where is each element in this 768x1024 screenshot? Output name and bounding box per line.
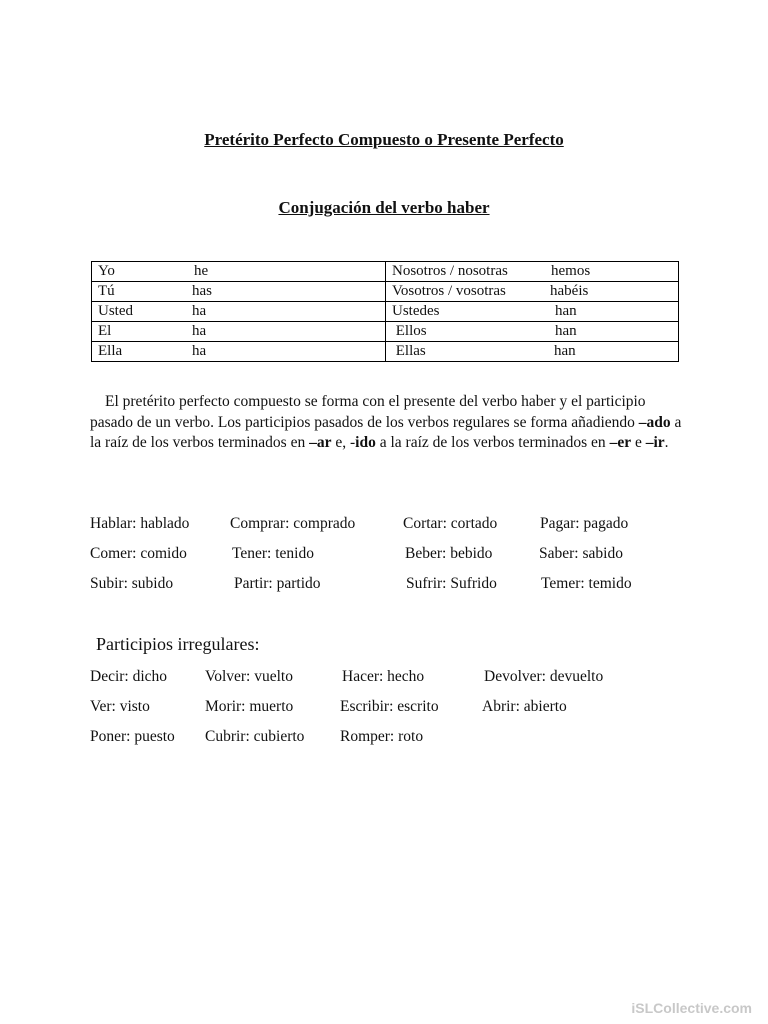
- table-cell: [92, 262, 386, 282]
- pronoun: Nosotros / nosotras: [392, 263, 508, 279]
- regular-row: [0, 515, 768, 535]
- table-cell: [386, 322, 679, 342]
- verb-form: habéis: [550, 283, 589, 299]
- participle-item: Partir: partido: [234, 575, 321, 592]
- para-bold: –ar: [309, 434, 332, 451]
- participle-item: Cortar: cortado: [403, 515, 498, 532]
- para-bold: –ir: [645, 434, 665, 451]
- participle-item: Abrir: abierto: [482, 698, 567, 715]
- para-text: e: [631, 434, 646, 451]
- table-row: [92, 342, 679, 362]
- verb-form: he: [194, 263, 209, 279]
- pronoun: Ustedes: [392, 303, 440, 319]
- participle-item: Sufrir: Sufrido: [406, 575, 497, 592]
- table-row: [92, 282, 679, 302]
- conjugation-table: [91, 261, 679, 362]
- pronoun: El: [98, 323, 112, 339]
- irregular-row: [0, 728, 768, 748]
- page-title: Pretérito Perfecto Compuesto o Presente Perfecto: [204, 130, 564, 149]
- verb-form: has: [192, 283, 212, 299]
- section-title-haber: Conjugación del verbo haber: [278, 198, 490, 217]
- para-bold: ido: [355, 434, 376, 451]
- irregular-row: [0, 668, 768, 688]
- participle-item: Hacer: hecho: [342, 668, 425, 685]
- pronoun: Ella: [98, 343, 123, 359]
- pronoun: Ellos: [392, 323, 427, 339]
- table-cell: [92, 282, 386, 302]
- table-cell: [386, 262, 679, 282]
- para-text: .: [664, 434, 669, 451]
- participle-item: Poner: puesto: [90, 728, 175, 745]
- verb-form: ha: [192, 303, 207, 319]
- para-text: El pretérito perfecto compuesto se forma con el presente del verbo haber y el participio pasado de un verbo. Los participios pasados de los verbos regulares se forma añadiendo: [90, 393, 646, 431]
- table-row: [92, 322, 679, 342]
- table-row: [92, 262, 679, 282]
- regular-row: [0, 575, 768, 595]
- watermark: iSLCollective.com: [631, 1000, 752, 1016]
- participle-item: Comprar: comprado: [230, 515, 356, 532]
- verb-form: han: [555, 323, 577, 339]
- para-bold: –ado: [638, 413, 671, 431]
- para-text: a la raíz de los verbos terminados en: [375, 434, 610, 451]
- table-cell: [92, 302, 386, 322]
- para-text: a la raíz de los verbos terminados en: [90, 413, 682, 451]
- participle-item: Pagar: pagado: [540, 515, 629, 532]
- irregular-heading: Participios irregulares:: [96, 634, 260, 654]
- participle-item: Romper: roto: [340, 728, 424, 745]
- participle-item: Beber: bebido: [405, 545, 493, 562]
- table-cell: [92, 342, 386, 362]
- participle-item: Tener: tenido: [232, 545, 314, 562]
- table-cell: [386, 342, 679, 362]
- pronoun: Yo: [98, 263, 115, 279]
- participle-item: Escribir: escrito: [340, 698, 439, 715]
- participle-item: Subir: subido: [90, 575, 174, 592]
- table-cell: [92, 322, 386, 342]
- table-row: [92, 302, 679, 322]
- participle-item: Decir: dicho: [90, 668, 168, 685]
- participle-item: Cubrir: cubierto: [205, 728, 305, 745]
- para-bold: –er: [609, 434, 632, 451]
- verb-form: ha: [192, 323, 207, 339]
- table-cell: [386, 302, 679, 322]
- pronoun: Tú: [98, 283, 115, 299]
- participle-item: Devolver: devuelto: [484, 668, 604, 685]
- verb-form: han: [554, 343, 576, 359]
- verb-form: ha: [192, 343, 207, 359]
- regular-row: [0, 545, 768, 565]
- pronoun: Vosotros / vosotras: [392, 283, 506, 299]
- participle-item: Temer: temido: [541, 575, 632, 592]
- participle-item: Morir: muerto: [205, 698, 294, 715]
- para-text: e, -: [331, 434, 356, 451]
- pronoun: Ellas: [392, 343, 426, 359]
- participle-item: Saber: sabido: [539, 545, 623, 562]
- explanation-paragraph: [90, 392, 690, 454]
- participle-item: Volver: vuelto: [205, 668, 293, 685]
- irregular-row: [0, 698, 768, 718]
- verb-form: han: [555, 303, 577, 319]
- table-cell: [386, 282, 679, 302]
- verb-form: hemos: [551, 263, 591, 279]
- pronoun: Usted: [98, 303, 133, 319]
- participle-item: Hablar: hablado: [90, 515, 190, 532]
- participle-item: Ver: visto: [90, 698, 150, 715]
- participle-item: Comer: comido: [90, 545, 187, 562]
